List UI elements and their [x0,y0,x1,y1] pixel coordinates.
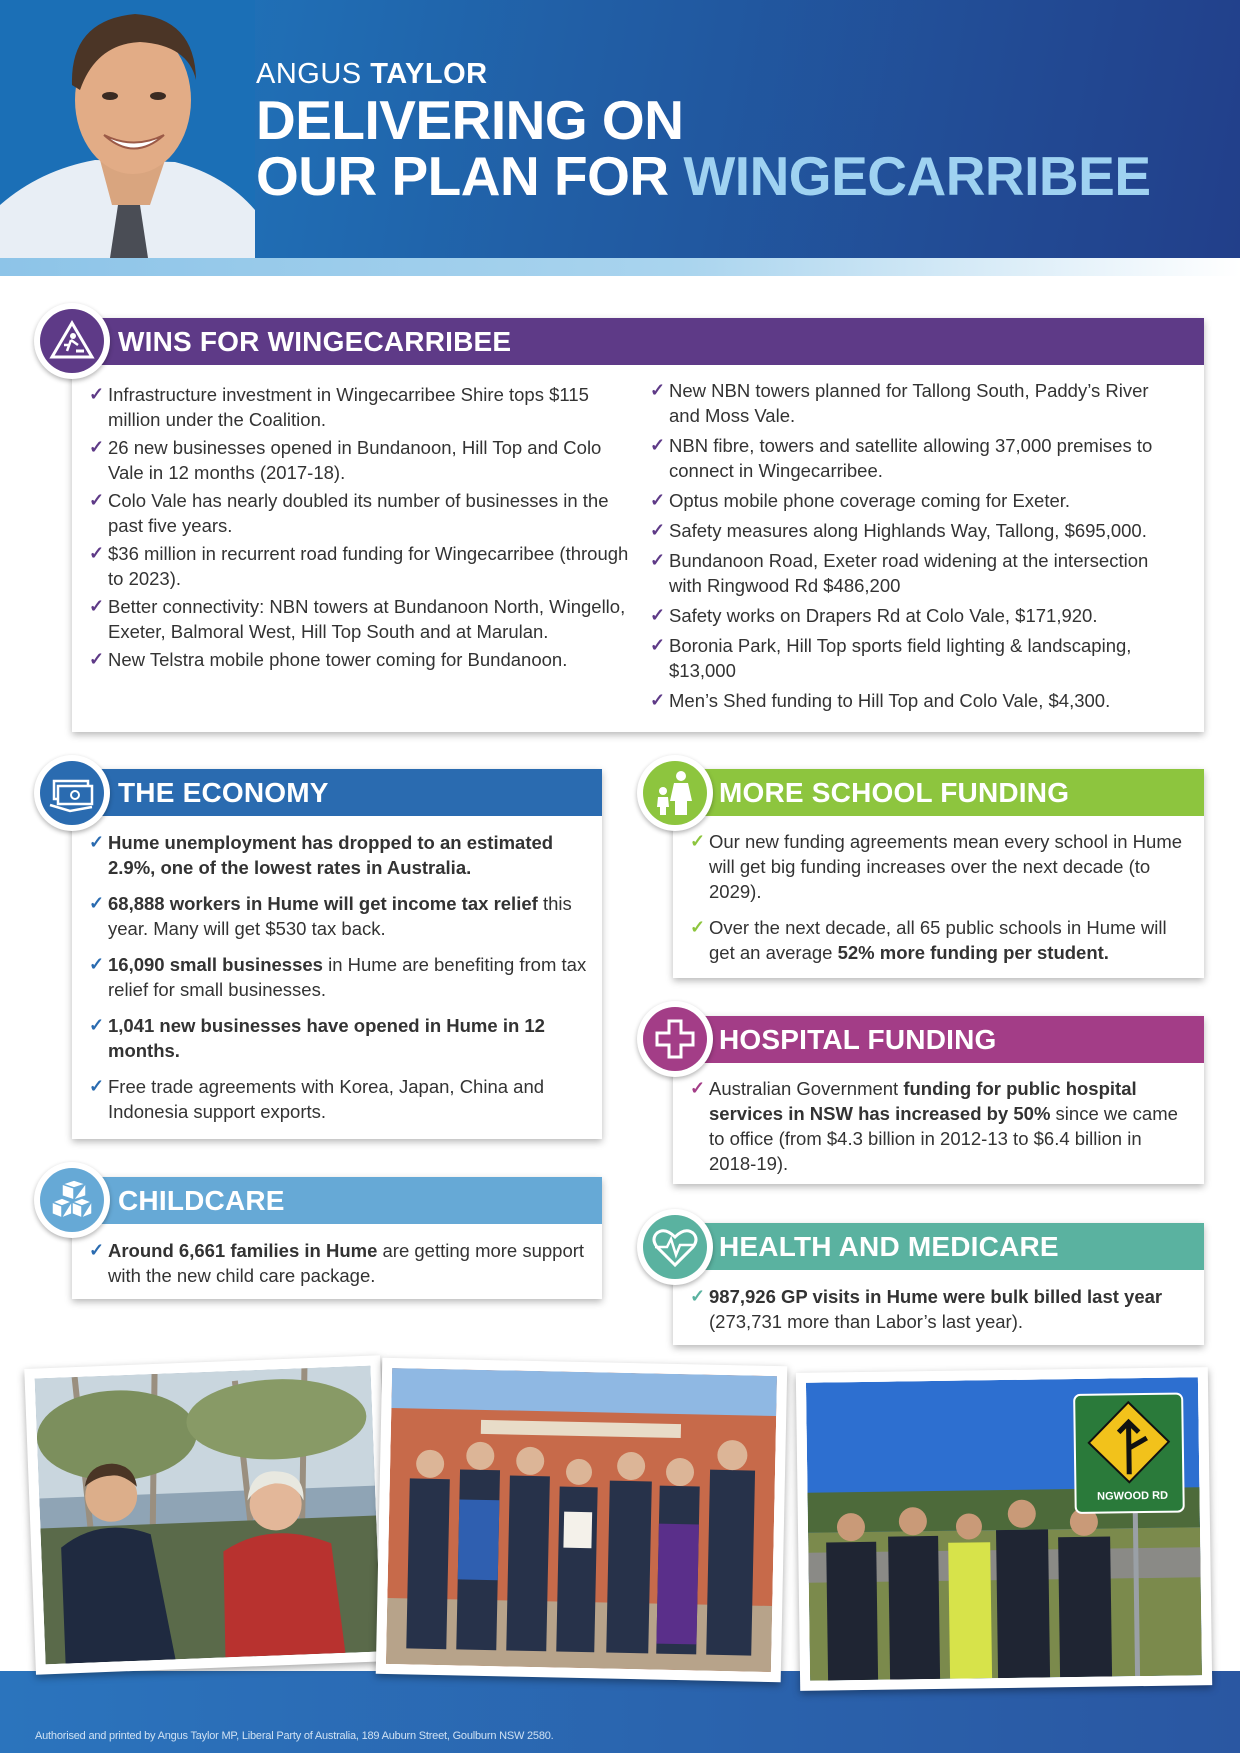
school-title: MORE SCHOOL FUNDING [673,769,1204,816]
list-item: ✓ 16,090 small businesses in Hume are benefiting from tax relief for small businesses. [89,954,587,1000]
header-banner [0,0,1240,258]
list-item: ✓ Safety measures along Highlands Way, Tallong, $695,000. [650,520,1147,541]
money-icon [34,755,110,831]
wins-title: WINS FOR WINGECARRIBEE [72,318,1204,365]
economy-section [72,769,602,1139]
list-item: ✓ New NBN towers planned for Tallong South, Paddy’s River and Moss Vale. [650,380,1149,426]
medicare-section [673,1223,1204,1345]
photo-group-ceremony [376,1358,788,1682]
list-item: ✓ 26 new businesses opened in Bundanoon, Hill Top and Colo Vale in 12 months (2017-18). [89,437,602,483]
list-item: ✓ 987,926 GP visits in Hume were bulk billed last year (273,731 more than Labor’s last year). [690,1286,1163,1332]
economy-title: THE ECONOMY [72,769,602,816]
list-item: ✓ Men’s Shed funding to Hill Top and Colo Vale, $4,300. [650,690,1111,711]
childcare-section [72,1177,602,1299]
authorisation-statement: Authorised and printed by Angus Taylor MP, Liberal Party of Australia, 189 Auburn Street, Goulburn NSW 2580. [35,1730,554,1742]
list-item: ✓ Better connectivity: NBN towers at Bundanoon North, Wingello, Exeter, Balmoral West, Hill Top South and at Marulan. [89,596,626,642]
childcare-list [89,1238,589,1288]
school-list [690,829,1190,965]
list-item: ✓ Optus mobile phone coverage coming for Exeter. [650,490,1071,511]
list-item: ✓ Australian Government funding for public hospital services in NSW has increased by 50% since we came to office (from $4.3 billion in 2012-13 to $6.4 billion in 2018-19). [690,1078,1178,1174]
list-item: ✓ Over the next decade, all 65 public schools in Hume will get an average 52% more funding per student. [690,917,1167,963]
list-item: ✓ Around 6,661 families in Hume are getting more support with the new child care package. [89,1240,585,1286]
list-item: ✓ Bundanoon Road, Exeter road widening at the intersection with Ringwood Rd $486,200 [650,550,1149,596]
medicare-title: HEALTH AND MEDICARE [673,1223,1204,1270]
blocks-icon [34,1162,110,1238]
photo-outdoor-meeting [24,1355,391,1674]
wins-left-list [89,382,629,672]
list-item: ✓ Our new funding agreements mean every school in Hume will get big funding increases over the next decade (to 2029). [690,831,1183,902]
list-item: ✓ Safety works on Drapers Rd at Colo Vale, $171,920. [650,605,1098,626]
roadworks-icon [34,303,110,379]
economy-list [89,830,589,1124]
list-item: ✓ Colo Vale has nearly doubled its number of businesses in the past five years. [89,490,609,536]
list-item: ✓ 68,888 workers in Hume will get income tax relief this year. Many will get $530 tax back. [89,893,572,939]
school-section [673,769,1204,978]
list-item: ✓ $36 million in recurrent road funding for Wingecarribee (through to 2023). [89,543,629,589]
wins-right-list [650,378,1180,713]
list-item: ✓ Free trade agreements with Korea, Japan, China and Indonesia support exports. [89,1076,545,1122]
header-accent-band [0,258,1240,276]
page-headline: DELIVERING ON OUR PLAN FOR WINGECARRIBEE [256,89,1151,207]
photo-ringwood-road-sign [796,1367,1212,1691]
medical-cross-icon [637,1001,713,1077]
portrait-photo [0,0,255,258]
list-item: ✓ New Telstra mobile phone tower coming for Bundanoon. [89,649,568,670]
list-item: ✓ Hume unemployment has dropped to an estimated 2.9%, one of the lowest rates in Australia. [89,832,554,878]
medicare-list [690,1284,1190,1334]
heartbeat-icon [637,1209,713,1285]
hospital-section [673,1016,1204,1184]
hospital-list [690,1076,1190,1176]
list-item: ✓ 1,041 new businesses have opened in Hume in 12 months. [89,1015,545,1061]
candidate-name: ANGUS TAYLOR [256,58,488,90]
childcare-title: CHILDCARE [72,1177,602,1224]
road-sign-label: NGWOOD RD [1097,1489,1169,1503]
wins-section [72,318,1204,732]
list-item: ✓ Boronia Park, Hill Top sports field lighting & landscaping, $13,000 [650,635,1132,681]
hospital-title: HOSPITAL FUNDING [673,1016,1204,1063]
list-item: ✓ Infrastructure investment in Wingecarribee Shire tops $115 million under the Coalition. [89,384,589,430]
parent-child-icon [637,755,713,831]
list-item: ✓ NBN fibre, towers and satellite allowing 37,000 premises to connect in Wingecarribee. [650,435,1153,481]
